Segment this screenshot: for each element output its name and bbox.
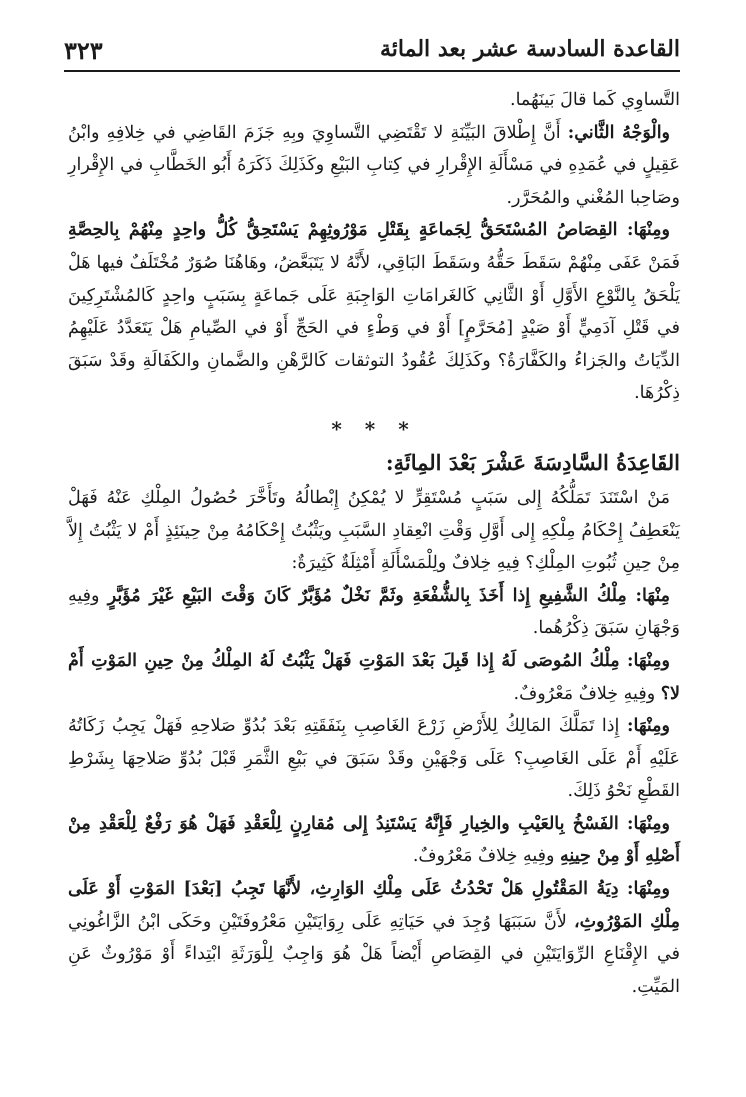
paragraph-lead: مِنْهَا: مِلْكُ الشَّفِيعِ إِذا أَخَذَ بِالشُّفْعَةِ وثَمَّ نَخْلٌ مُؤَبَّرٌ كَانَ وَقْتَ البَيْعِ غَيْرَ مُؤَبَّرٍ bbox=[107, 585, 670, 606]
running-title: القاعدة السادسة عشر بعد المائة bbox=[380, 36, 680, 62]
paragraph-lead: ومِنْهَا: الفَسْخُ بِالعَيْبِ والخِيارِ فَإِنَّهُ يَسْتَنِدُ إِلى مُقارِنٍ لِلْعَقْدِ فَهَلْ هُوَ رَفْعٌ لِلْعَقْدِ مِنْ أَصْلِهِ أَوْ مِنْ حِينِهِ bbox=[68, 813, 680, 867]
paragraph-usurper-crop bbox=[68, 710, 680, 808]
paragraph-text: التَّساوِي كَما قالَ بَينَهُما. bbox=[510, 90, 680, 110]
paragraph-rescission bbox=[68, 808, 680, 873]
paragraph-bequest bbox=[68, 645, 680, 710]
page-number: ٣٢٣ bbox=[64, 36, 103, 65]
paragraph-continuation bbox=[68, 84, 680, 117]
paragraph-lead: والْوَجْهُ الثَّاني: bbox=[567, 122, 671, 143]
paragraph-text: وفِيهِ خِلافٌ مَعْرُوفٌ. bbox=[412, 846, 561, 867]
page-header bbox=[64, 34, 680, 72]
paragraph-lead: ومِنْهَا: القِصَاصُ المُسْتَحَقُّ لِجَماعَةٍ بِقَتْلِ مَوْرُوثِهِمْ يَسْتَحِقُّ كُلُّ واحِدٍ مِنْهُمْ بِالحِصَّةِ bbox=[68, 220, 670, 241]
paragraph-text: إِذا تَمَلَّكَ المَالِكُ لِلأَرْضِ زَرْعَ الغَاصِبِ بِنَفَقَتِهِ بَعْدَ بُدُوِّ صَلاحِهِ فَهَلْ يَجِبُ زَكَاتُهُ عَلَيْهِ أَمْ عَلَى الغَاصِبِ؟ عَلَى وَجْهَيْنِ وقَدْ سَبَقَ في بَيْعِ الثَّمَرِ قَبْلَ بُدُوِّ صَلاحِهَا بِشَرْطِ القَطْعِ نَحْوُ ذَلِكَ. bbox=[68, 716, 680, 802]
paragraph-text: مَنْ اسْتَنَدَ تَمَلُّكُهُ إِلى سَبَبٍ مُسْتَقِرٍّ لا يُمْكِنُ إِبْطالُهُ وتَأَخَّرَ حُصُولُ المِلْكِ عَنْهُ فَهَلْ يَنْعَطِفُ إِحْكَامُ مِلْكِهِ إِلى أَوَّلِ وَقْتِ انْعِقادِ السَّبَبِ ويَثْبُتُ إِحْكَامُهُ مِنْ حِينَئِذٍ أَمْ لا يَثْبُتُ إِلاَّ مِنْ حِينِ ثُبُوتِ المِلْكِ؟ فِيهِ خِلافٌ ولِلْمَسْأَلَةِ أَمْثِلَةٌ كَثِيرَةٌ: bbox=[68, 487, 680, 574]
paragraph-text: أَنَّ إِطْلاقَ البَيِّنَةِ لا تَقْتَضِي التَّساوِيَ وبِهِ جَزَمَ القَاضِي في خِلافِهِ وابْنُ عَقِيلٍ في عُمَدِهِ في مَسْأَلَةِ الإِقْرارِ في كِتابِ البَيْعِ وكَذَلِكَ ذَكَرَهُ أَبُو الخَطَّابِ في الإِقْرارِ وصَاحِبا المُغْني والمُحَرَّر. bbox=[68, 122, 680, 208]
paragraph-text: فَمَنْ عَفَى مِنْهُمْ سَقَطَ حَقُّهُ وسَقَطَ البَاقِي، لأَنَّهُ لا يَتَبَعَّضُ، وهَاهُنَا صُوَرٌ مُخْتَلَفٌ فيها هَلْ يَلْحَقُ بِالنَّوْعِ الأَوَّلِ أَوْ الثَّانِي كَالغَرامَاتِ الوَاجِبَةِ عَلَى جَماعَةٍ بِسَبَبٍ واحِدٍ كَالمُشْتَرِكِينَ في قَتْلِ آدَمِيٍّ أَوْ صَيْدٍ [مُحَرَّمٍ] أَوْ في وَطْءٍ في الحَجِّ أَوْ في الصِّيامِ هَلْ يَتَعَدَّدُ عَلَيْهِمُ الدِّيَاتُ والجَزاءُ والكَفَّارَةُ؟ وكَذَلِكَ عُقُودُ التوثقات كَالرَّهْنِ والضَّمانِ والكَفَالَةِ وقَدْ سَبَقَ ذِكْرُهَا. bbox=[68, 252, 680, 404]
section-separator: * * * bbox=[331, 416, 417, 441]
paragraph-lead: ومِنْهَا: مِلْكُ المُوصَى لَهُ إِذا قَبِلَ بَعْدَ المَوْتِ فَهَلْ يَثْبُتُ لَهُ المِلْكُ مِنْ حِينِ المَوْتِ أَمْ لا؟ bbox=[68, 650, 680, 704]
paragraph-text: وفِيهِ خِلافٌ مَعْرُوفٌ. bbox=[513, 683, 661, 704]
paragraph-blood-money bbox=[68, 873, 680, 1003]
paragraph-rule-statement bbox=[68, 482, 680, 580]
page-body bbox=[68, 84, 680, 1003]
section-heading: القَاعِدَةُ السَّادِسَةَ عَشْرَ بَعْدَ المِائَةِ: bbox=[385, 449, 680, 475]
paragraph-text: لأَنَّ سَبَبَهَا وُجِدَ في حَيَاتِهِ عَلَى رِوَايَتَيْنِ مَعْرُوفَتَيْنِ وحَكَى ابْنُ الزَّاغُونِي في الإِقْنَاعِ الرِّوَايَتَيْنِ في القِصَاصِ أَيْضاً هَلْ هُوَ وَاجِبٌ لِلْوَرَثَةِ ابْتِداءً أَوْ مَوْرُوثٌ عَنِ المَيِّتِ. bbox=[68, 911, 680, 997]
paragraph-shafi bbox=[68, 580, 680, 645]
paragraph-second-aspect bbox=[68, 117, 680, 215]
paragraph-lead: ومِنْهَا: دِيَةُ المَقْتُولِ هَلْ تَحْدُثُ عَلَى مِلْكِ الوَارِثِ، لأَنَّهَا تَجِبُ [بَعْدَ] المَوْتِ أَوْ عَلَى مِلْكِ المَوْرُوثِ، bbox=[68, 879, 680, 932]
paragraph-qisas bbox=[68, 214, 680, 410]
paragraph-lead: ومِنْهَا: bbox=[627, 716, 670, 737]
paragraph-text: وفِيهِ وَجْهَانِ سَبَقَ ذِكْرُهُما. bbox=[68, 585, 680, 639]
